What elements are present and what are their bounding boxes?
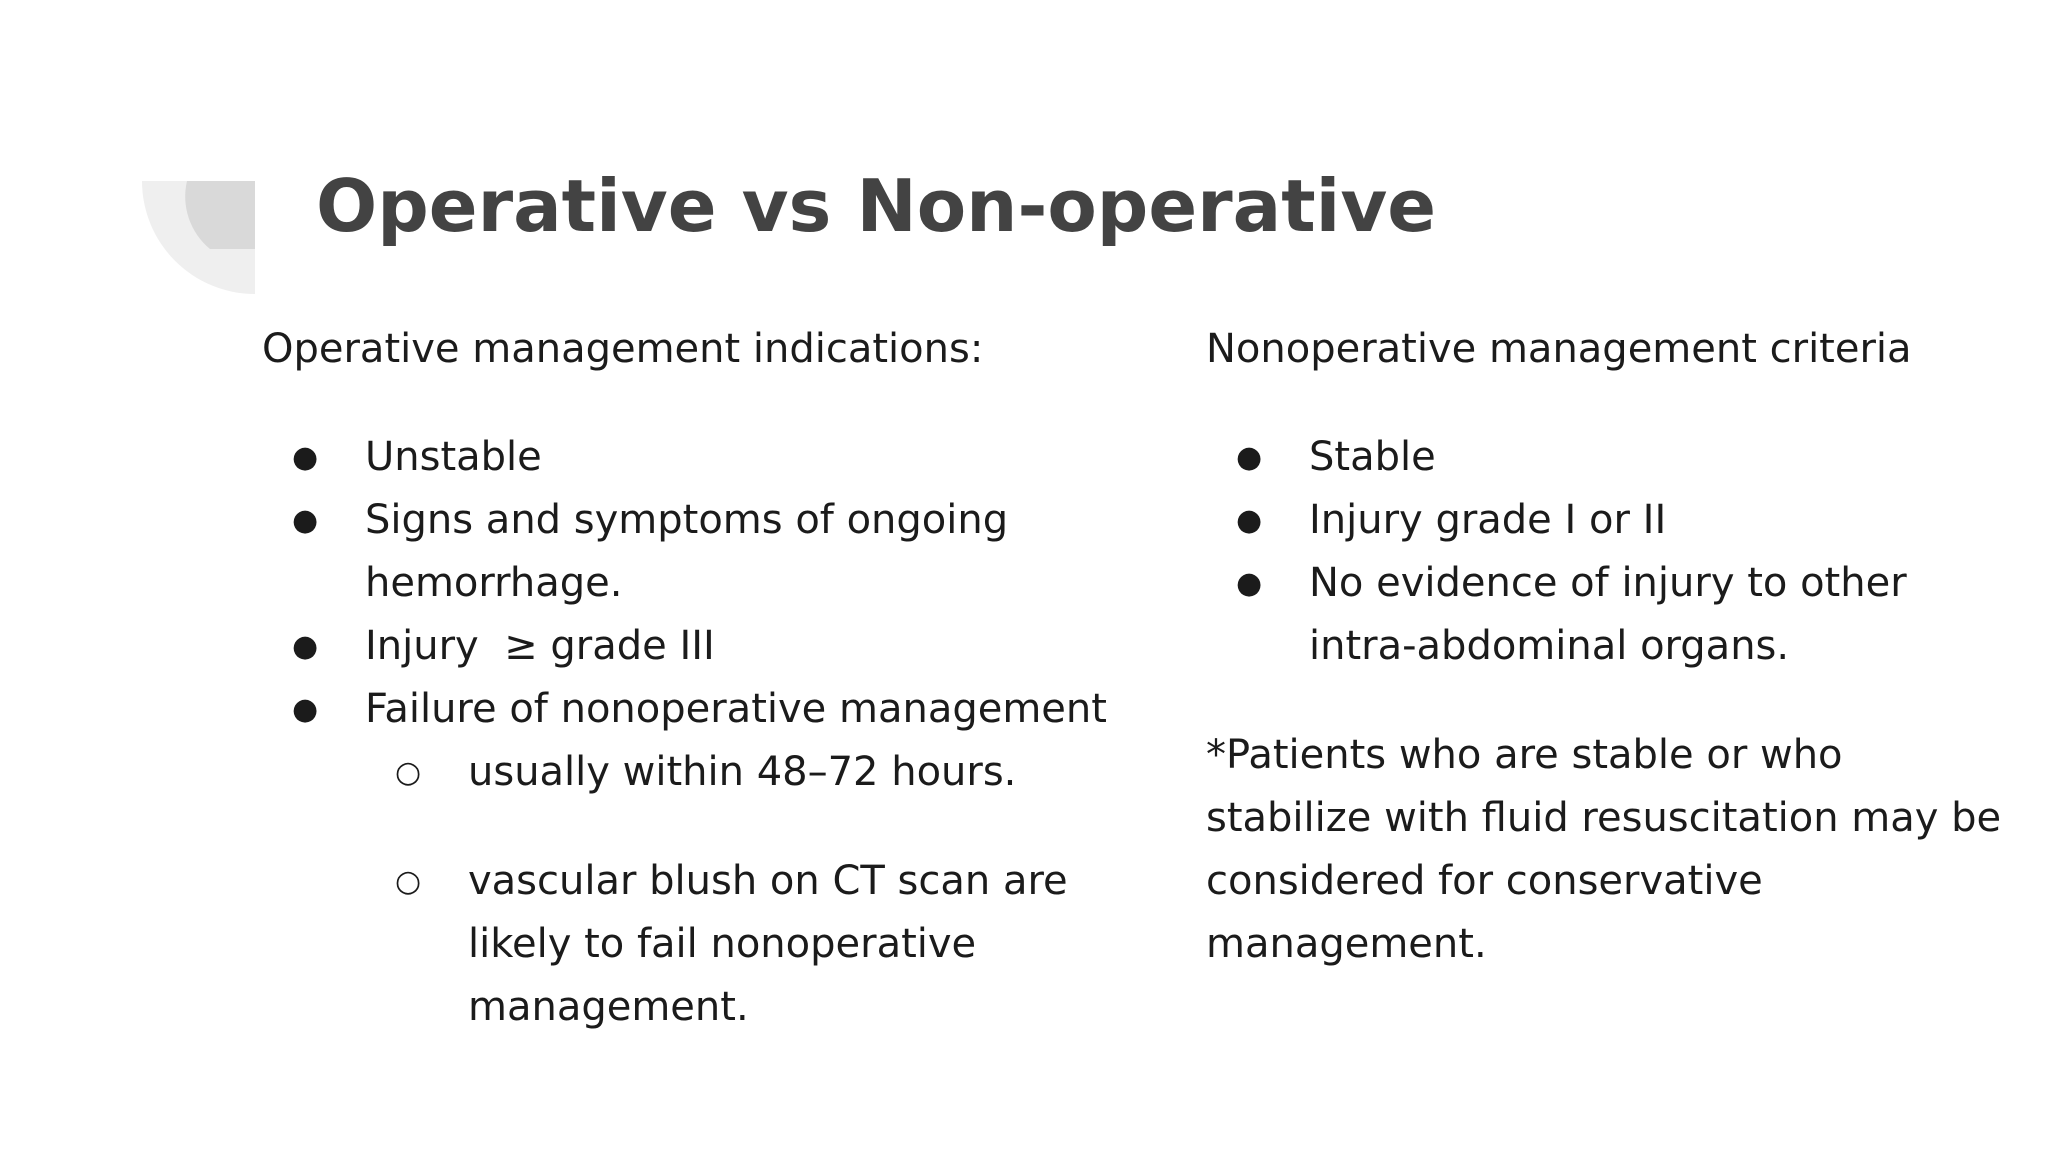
nonoperative-heading: Nonoperative management criteria	[1206, 326, 1912, 372]
operative-list	[262, 426, 1142, 1039]
list-item-text: Failure of nonoperative management	[365, 686, 1107, 732]
list-item	[262, 678, 1142, 1039]
operative-column	[262, 318, 1142, 1039]
hollow-bullet-icon: ○	[395, 864, 422, 899]
sub-list-item-text: usually within 48–72 hours.	[468, 749, 1017, 795]
sub-list-item	[365, 741, 1142, 804]
bullet-icon: ●	[1236, 566, 1263, 601]
bullet-icon: ●	[292, 440, 319, 475]
list-item	[1206, 426, 2006, 489]
corner-decoration-icon	[142, 181, 255, 294]
list-item	[262, 489, 1142, 615]
list-item-text: Injury ≥ grade III	[365, 623, 715, 669]
list-item-text: Signs and symptoms of ongoing hemorrhage.	[365, 497, 1009, 606]
list-item-text: No evidence of injury to other intra-abdominal organs.	[1309, 560, 1907, 669]
footnote: *Patients who are stable or who stabilize with fluid resuscitation may be considered for conservative management.	[1206, 732, 2002, 967]
hollow-bullet-icon: ○	[395, 755, 422, 790]
list-item-text: Stable	[1309, 434, 1436, 480]
sub-list	[365, 741, 1142, 1039]
nonoperative-column	[1206, 318, 2006, 976]
operative-heading: Operative management indications:	[262, 326, 984, 372]
sub-list-item-text: vascular blush on CT scan are likely to fail nonoperative management.	[468, 858, 1068, 1030]
bullet-icon: ●	[292, 629, 319, 664]
bullet-icon: ●	[1236, 503, 1263, 538]
bullet-icon: ●	[292, 692, 319, 727]
slide-title: Operative vs Non-operative	[316, 164, 1437, 248]
bullet-icon: ●	[1236, 440, 1263, 475]
list-item-text: Unstable	[365, 434, 542, 480]
list-item	[1206, 552, 2006, 678]
bullet-icon: ●	[292, 503, 319, 538]
nonoperative-list	[1206, 426, 2006, 678]
sub-list-item	[365, 850, 1142, 1039]
list-item	[262, 426, 1142, 489]
list-item	[1206, 489, 2006, 552]
list-item-text: Injury grade I or II	[1309, 497, 1667, 543]
list-item	[262, 615, 1142, 678]
